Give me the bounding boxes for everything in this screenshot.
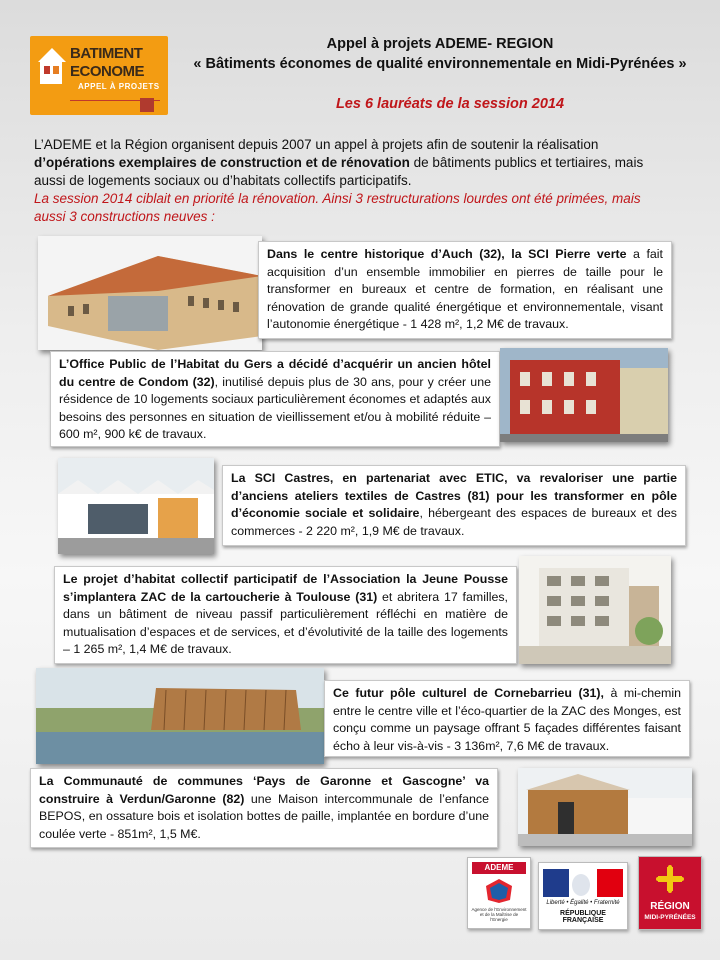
marianne-flag-icon [543,869,623,897]
project-text: et abritera 17 familles, dans un bâtiment de niveau passif particulièrement réfléchi en matière de mutualisation d’espaces et de services, et d’évolutivité de la taille des logements – 1 265 m², 1,4 M€ de travaux. [63,589,508,656]
intro-part-c: de bâtiments publics et tertiaires, mais aussi de logements sociaux ou d’habitats collectifs participatifs. [34,155,644,188]
project-card-condom [50,351,500,447]
logo-line2: ECONOME [70,63,145,80]
republique-label: RÉPUBLIQUE FRANÇAISE [560,910,606,924]
ademe-subtitle: Agence de l’Environnement et de la Maîtrise de l’Energie [471,907,527,922]
ademe-label: ADEME [472,862,526,874]
logo-line1: BATIMENT [70,45,143,62]
project-title: L’Office Public de l’Habitat du Gers a décidé d’acquérir un ancien hôtel du centre de Condom (32) [59,357,491,389]
republique-francaise-logo [538,862,628,930]
region-label: RÉGION [650,901,690,912]
project-photo-auch [38,236,262,350]
france-map-icon [484,878,514,904]
project-title: La SCI Castres, en partenariat avec ETIC, va revaloriser une partie d’anciens ateliers textiles de Castres (81) pour les transformer en pôle d’économie sociale et solidaire [231,471,677,520]
intro-text [34,136,674,226]
project-card-toulouse [54,566,517,664]
page-title-line2: « Bâtiments économes de qualité environnementale en Midi-Pyrénées » [193,56,687,72]
project-text: une Maison intercommunale de l’enfance BEPOS, en ossature bois et isolation bottes de paille, implantée en bordure d’une coulée verte - 851m², 1,5 M€. [39,791,489,841]
project-photo-castres [58,458,214,554]
project-card-castres [222,465,686,546]
project-card-auch [258,241,672,339]
project-photo-condom [500,348,668,442]
project-text: , inutilisé depuis plus de 30 ans, pour y créer une résidence de 10 logements sociaux particulièrement économes et adaptés aux besoins des personnes en situation de vieillissement et/ou à mobilité réduite – 600 m², 900 k€ de travaux. [59,374,491,441]
project-photo-toulouse [519,556,671,664]
project-text: à mi-chemin entre le centre ville et l’éco-quartier de la ZAC des Monges, est conçu comme un paysage offrant 5 façades différentes faisant écho à leur vis-à-vis - 3 136m², 7,6 M€ de travaux. [333,686,682,753]
project-photo-verdun [518,768,692,846]
project-title: Ce futur pôle culturel de Cornebarrieu (31), [333,686,604,700]
project-text: , hébergeant des espaces de bureaux et des commerces - 2 220 m², 1,9 M€ de travaux. [231,506,677,538]
project-title: Dans le centre historique d’Auch (32), la SCI Pierre verte [267,247,627,261]
project-text: a fait acquisition d’un ensemble immobilier en pierres de taille pour le transformer en bureaux et centre de formation, en réalisant une rénovation de grande qualité énergétique et environnementale, visant l’autonomie énergétique - 1 428 m², 1,2 M€ de travaux. [267,247,663,331]
page-subtitle: Les 6 lauréats de la session 2014 [335,96,565,112]
intro-part-a: L’ADEME et la Région organisent depuis 2007 un appel à projets afin de soutenir la réalisation [34,137,599,152]
project-card-verdun [30,768,498,848]
occitan-cross-icon [140,98,154,112]
project-card-cornebarrieu [324,680,690,757]
logo-tagline: APPEL À PROJETS [78,82,160,91]
batiment-econome-logo [30,36,168,115]
project-title: La Communauté de communes ‘Pays de Garonne et Gascogne’ va construire à Verdun/Garonne (82) [39,774,489,806]
project-title: Le projet d’habitat collectif participatif de l’Association la Jeune Pousse s’implantera ZAC de la cartoucherie à Toulouse (31) [63,572,508,604]
occitan-cross-icon [656,865,684,893]
page-title: Appel à projets ADEME- REGION [326,36,554,52]
republique-motto: Liberté • Égalité • Fraternité [546,900,620,906]
intro-session: La session 2014 ciblait en priorité la rénovation. Ainsi 3 restructurations lourdes ont été primées, mais aussi 3 constructions neuves : [34,191,641,224]
project-photo-cornebarrieu [36,668,324,764]
region-midi-pyrenees-logo [638,856,702,930]
house-icon [38,46,66,86]
ademe-logo [467,857,531,929]
intro-part-b: d’opérations exemplaires de construction et de rénovation [34,155,410,170]
region-sublabel: MIDI-PYRÉNÉES [644,914,696,921]
